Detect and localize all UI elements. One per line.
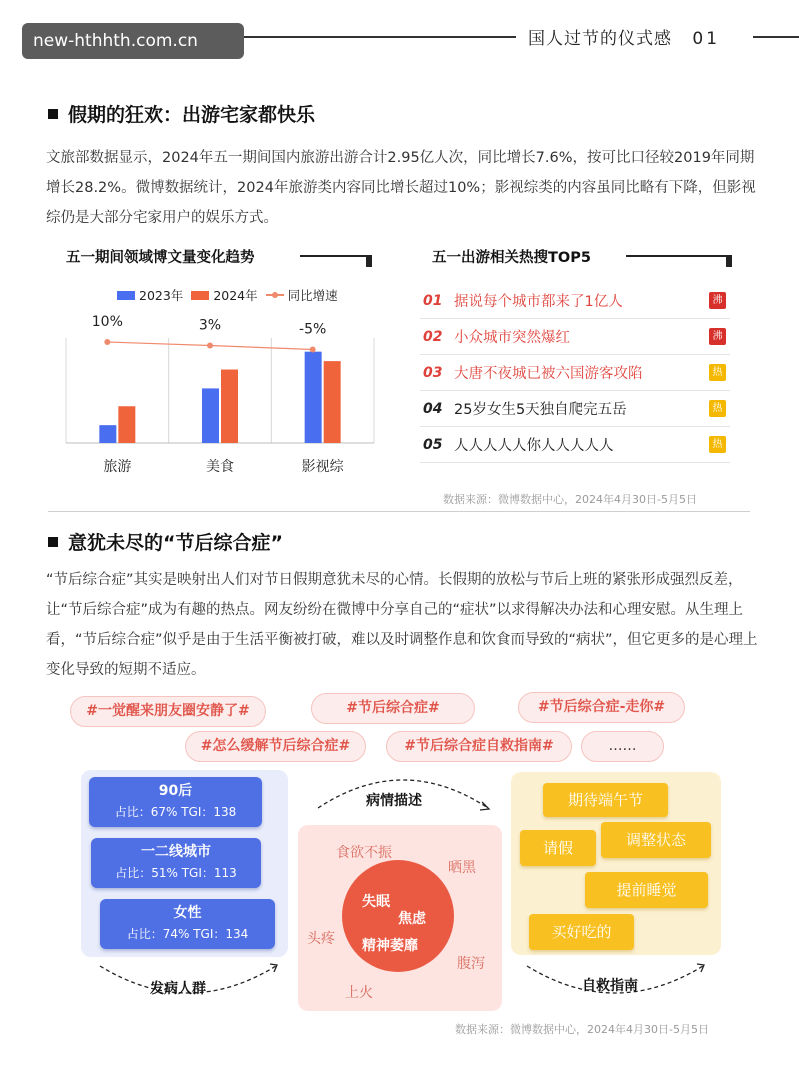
growth-label: -5% bbox=[299, 321, 327, 338]
guide-card: 请假 bbox=[520, 830, 596, 866]
x-tick-label: 美食 bbox=[206, 459, 234, 475]
hot-search-item[interactable] bbox=[420, 391, 730, 427]
hotsearch-panel-rule bbox=[626, 255, 730, 257]
section-divider bbox=[48, 511, 750, 512]
hashtag-pill[interactable]: #节后综合症# bbox=[311, 693, 475, 724]
chart-bars bbox=[99, 352, 340, 443]
legend-label-2024: 2024年 bbox=[213, 288, 258, 303]
legend-swatch-2023 bbox=[117, 291, 135, 300]
group-title: 90后 bbox=[158, 783, 193, 799]
chart-panel-title: 五一期间领域博文量变化趋势 bbox=[66, 250, 255, 266]
header-title-text: 国人过节的仪式感 bbox=[528, 29, 672, 49]
hot-search-text: 25岁女生5天独自爬完五岳 bbox=[454, 402, 627, 418]
hot-search-text: 小众城市突然爆红 bbox=[454, 330, 570, 346]
hot-search-item[interactable] bbox=[420, 319, 730, 355]
bar-chart bbox=[60, 308, 380, 488]
legend-swatch-2024 bbox=[191, 291, 209, 300]
core-symptom-word: 焦虑 bbox=[398, 911, 426, 927]
hot-search-rank: 02 bbox=[423, 328, 443, 345]
group-stat: 占比：67% TGI：138 bbox=[114, 805, 237, 819]
bar-2023年 bbox=[202, 388, 219, 443]
section1-paragraph: 文旅部数据显示，2024年五一期间国内旅游出游合计2.95亿人次，同比增长7.6%，按可比口径较2019年同期增长28.2%。微博数据统计，2024年旅游类内容同比增长超过10%；影视综类的内容虽同比略有下降，但影视综仍是大部分宅家用户的娱乐方式。 bbox=[46, 150, 756, 226]
growth-point bbox=[207, 343, 213, 349]
guide-card: 提前睡觉 bbox=[585, 872, 708, 908]
bar-2024年 bbox=[324, 361, 341, 443]
hotsearch-panel-corner bbox=[726, 255, 732, 267]
group-card-city bbox=[91, 838, 261, 888]
hot-search-item[interactable] bbox=[420, 355, 730, 391]
right-flow-label: 自救指南 bbox=[582, 978, 638, 994]
hot-badge-icon: 热 bbox=[709, 400, 726, 417]
growth-point bbox=[310, 347, 316, 353]
bar-2024年 bbox=[118, 406, 135, 443]
hot-badge-icon: 沸 bbox=[709, 328, 726, 345]
section2-title: 意犹未尽的“节后综合症” bbox=[68, 532, 283, 554]
page-header-title bbox=[528, 24, 720, 49]
bar-2023年 bbox=[305, 352, 322, 443]
chart-panel-rule bbox=[300, 255, 370, 257]
hot-search-rank: 03 bbox=[423, 364, 443, 381]
section2-heading bbox=[48, 528, 283, 555]
core-symptom-word: 精神萎靡 bbox=[362, 938, 418, 954]
growth-label: 3% bbox=[198, 317, 222, 334]
hot-search-rank: 01 bbox=[423, 292, 443, 309]
watermark-badge: new-hthhth.com.cn bbox=[22, 23, 244, 59]
hot-search-text: 大唐不夜城已被六国游客攻陷 bbox=[454, 366, 643, 382]
x-tick-label: 影视综 bbox=[301, 459, 344, 475]
hot-badge-icon: 热 bbox=[709, 436, 726, 453]
section2-paragraph: “节后综合症”其实是映射出人们对节日假期意犹未尽的心情。长假期的放松与节后上班的紧张形成强烈反差，让“节后综合症”成为有趣的热点。网友纷纷在微博中分享自己的“症状”以求得解决办法和心理安慰。从生理上看，“节后综合症”似乎是由于生活平衡被打破，难以及时调整作息和饮食而导致的“病状”，但它更多的是心理上变化导致的短期不适应。 bbox=[46, 572, 758, 678]
hotsearch-source: 数据来源：微博数据中心，2024年4月30日-5月5日 bbox=[443, 493, 697, 506]
left-flow-label: 发病人群 bbox=[150, 981, 206, 997]
group-card-90s bbox=[89, 777, 262, 827]
symptom-word: 上火 bbox=[345, 985, 373, 1001]
middle-flow-label: 病情描述 bbox=[366, 793, 422, 809]
hot-search-item[interactable] bbox=[420, 283, 730, 319]
section1-title: 假期的狂欢：出游宅家都快乐 bbox=[68, 104, 316, 126]
group-stat: 占比：74% TGI：134 bbox=[126, 927, 249, 941]
section1-heading bbox=[48, 100, 315, 127]
growth-label: 10% bbox=[91, 314, 123, 330]
hot-search-text: 人人人人人你人人人人人 bbox=[454, 438, 614, 454]
guide-card: 调整状态 bbox=[601, 822, 711, 858]
symptom-word: 头疼 bbox=[307, 931, 335, 947]
hashtag-pill[interactable]: #怎么缓解节后综合症# bbox=[185, 731, 366, 762]
page-number: 01 bbox=[692, 29, 721, 49]
symptom-word: 晒黑 bbox=[448, 860, 476, 876]
square-bullet-icon bbox=[48, 109, 58, 119]
hot-search-rank: 05 bbox=[423, 436, 443, 453]
hashtag-pill[interactable]: #节后综合症-走你# bbox=[518, 692, 685, 723]
hotsearch-panel-title: 五一出游相关热搜TOP5 bbox=[432, 250, 591, 266]
chart-growth-line bbox=[104, 339, 315, 353]
x-tick-label: 旅游 bbox=[103, 459, 132, 475]
chart-legend bbox=[117, 286, 338, 304]
core-symptom-word: 失眠 bbox=[362, 894, 390, 910]
bar-2023年 bbox=[99, 425, 116, 443]
hot-search-rank: 04 bbox=[423, 400, 443, 417]
group-stat: 占比：51% TGI：113 bbox=[115, 866, 237, 880]
hashtag-pill[interactable]: #节后综合症自救指南# bbox=[386, 731, 572, 762]
group-card-female bbox=[100, 899, 275, 949]
symptom-word: 食欲不振 bbox=[336, 845, 392, 861]
square-bullet-icon bbox=[48, 537, 58, 547]
hot-badge-icon: 热 bbox=[709, 364, 726, 381]
hashtag-more-pill[interactable]: …… bbox=[581, 731, 664, 762]
hot-badge-icon: 沸 bbox=[709, 292, 726, 309]
hashtag-pill[interactable]: #一觉醒来朋友圈安静了# bbox=[70, 696, 266, 727]
legend-line-growth bbox=[266, 294, 284, 296]
group-title: 一二线城市 bbox=[141, 844, 211, 860]
header-rule-right bbox=[753, 36, 799, 38]
hot-search-item[interactable] bbox=[420, 427, 730, 463]
diagram-source: 数据来源：微博数据中心，2024年4月30日-5月5日 bbox=[455, 1023, 709, 1036]
symptom-word: 腹泻 bbox=[457, 956, 485, 972]
bar-2024年 bbox=[221, 370, 238, 444]
legend-label-2023: 2023年 bbox=[139, 288, 184, 303]
growth-point bbox=[104, 339, 110, 345]
guide-card: 买好吃的 bbox=[529, 914, 634, 950]
legend-label-growth: 同比增速 bbox=[287, 288, 338, 303]
chart-panel-corner bbox=[366, 255, 372, 267]
hot-search-text: 据说每个城市都来了1亿人 bbox=[454, 294, 623, 310]
group-title: 女性 bbox=[173, 905, 202, 921]
guide-card: 期待端午节 bbox=[543, 783, 668, 817]
